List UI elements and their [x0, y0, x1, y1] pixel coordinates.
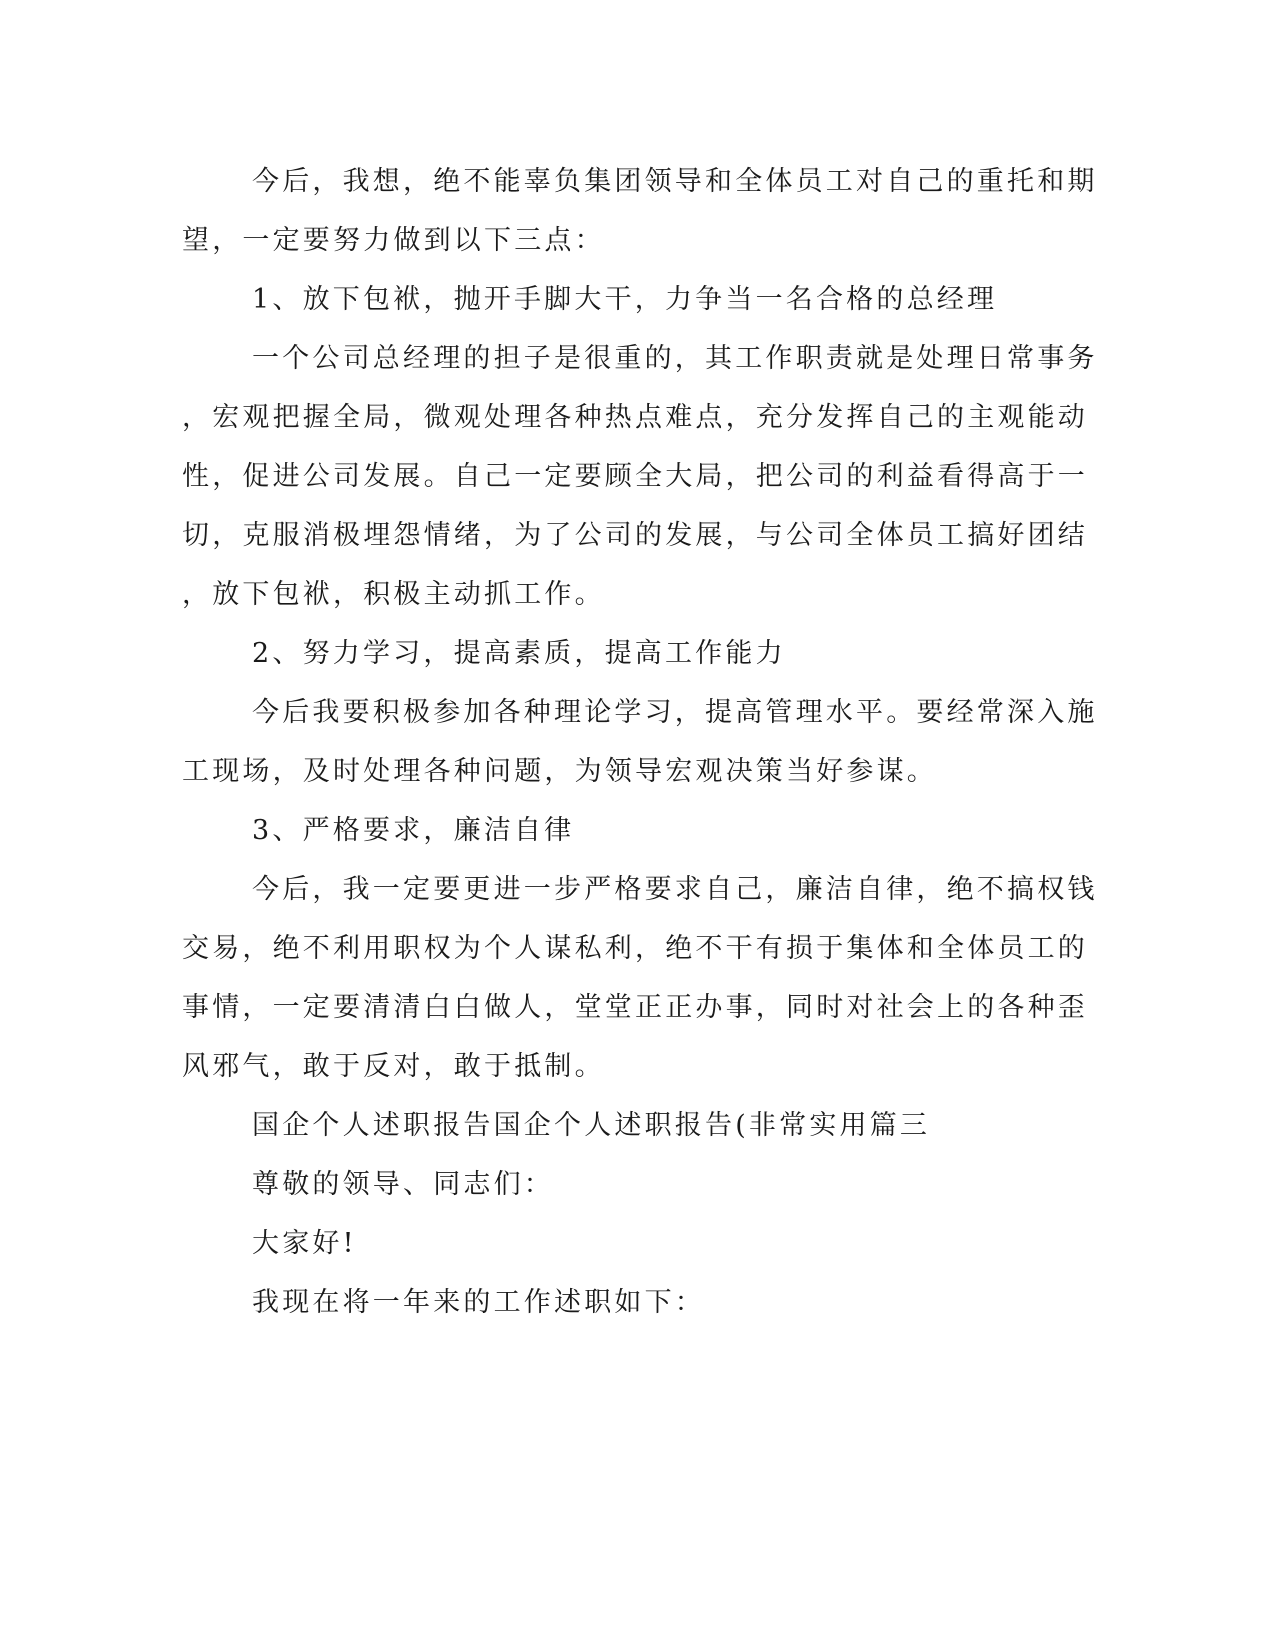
text-line: 一个公司总经理的担子是很重的，其工作职责就是处理日常事务	[252, 343, 1098, 374]
salutation: 尊敬的领导、同志们：	[252, 1169, 554, 1200]
text-line: 切，克服消极埋怨情绪，为了公司的发展，与公司全体员工搞好团结	[182, 520, 1088, 551]
text-line: 今后，我想，绝不能辜负集团领导和全体员工对自己的重托和期	[252, 166, 1098, 197]
text-line: 今后，我一定要更进一步严格要求自己，廉洁自律，绝不搞权钱	[252, 874, 1098, 905]
text-line: 交易，绝不利用职权为个人谋私利，绝不干有损于集体和全体员工的	[182, 933, 1088, 964]
text-line: 今后我要积极参加各种理论学习，提高管理水平。要经常深入施	[252, 697, 1098, 728]
section-heading: 1、放下包袱，抛开手脚大干，力争当一名合格的总经理	[252, 284, 998, 315]
text-line: 事情，一定要清清白白做人，堂堂正正办事，同时对社会上的各种歪	[182, 992, 1088, 1023]
text-line: 工现场，及时处理各种问题，为领导宏观决策当好参谋。	[182, 756, 937, 787]
document-body	[182, 152, 1098, 1332]
text-line: ，宏观把握全局，微观处理各种热点难点，充分发挥自己的主观能动	[182, 402, 1088, 433]
section-heading: 3、严格要求，廉洁自律	[252, 815, 575, 846]
text-line: 性，促进公司发展。自己一定要顾全大局，把公司的利益看得高于一	[182, 461, 1088, 492]
text-line: 我现在将一年来的工作述职如下：	[252, 1287, 705, 1318]
report-title: 国企个人述职报告国企个人述职报告(非常实用篇三	[252, 1110, 931, 1141]
text-line: 望，一定要努力做到以下三点：	[182, 225, 605, 256]
greeting: 大家好!	[252, 1228, 357, 1259]
text-line: 风邪气，敢于反对，敢于抵制。	[182, 1051, 605, 1082]
text-line: ，放下包袱，积极主动抓工作。	[182, 579, 605, 610]
section-heading: 2、努力学习，提高素质，提高工作能力	[252, 638, 786, 669]
